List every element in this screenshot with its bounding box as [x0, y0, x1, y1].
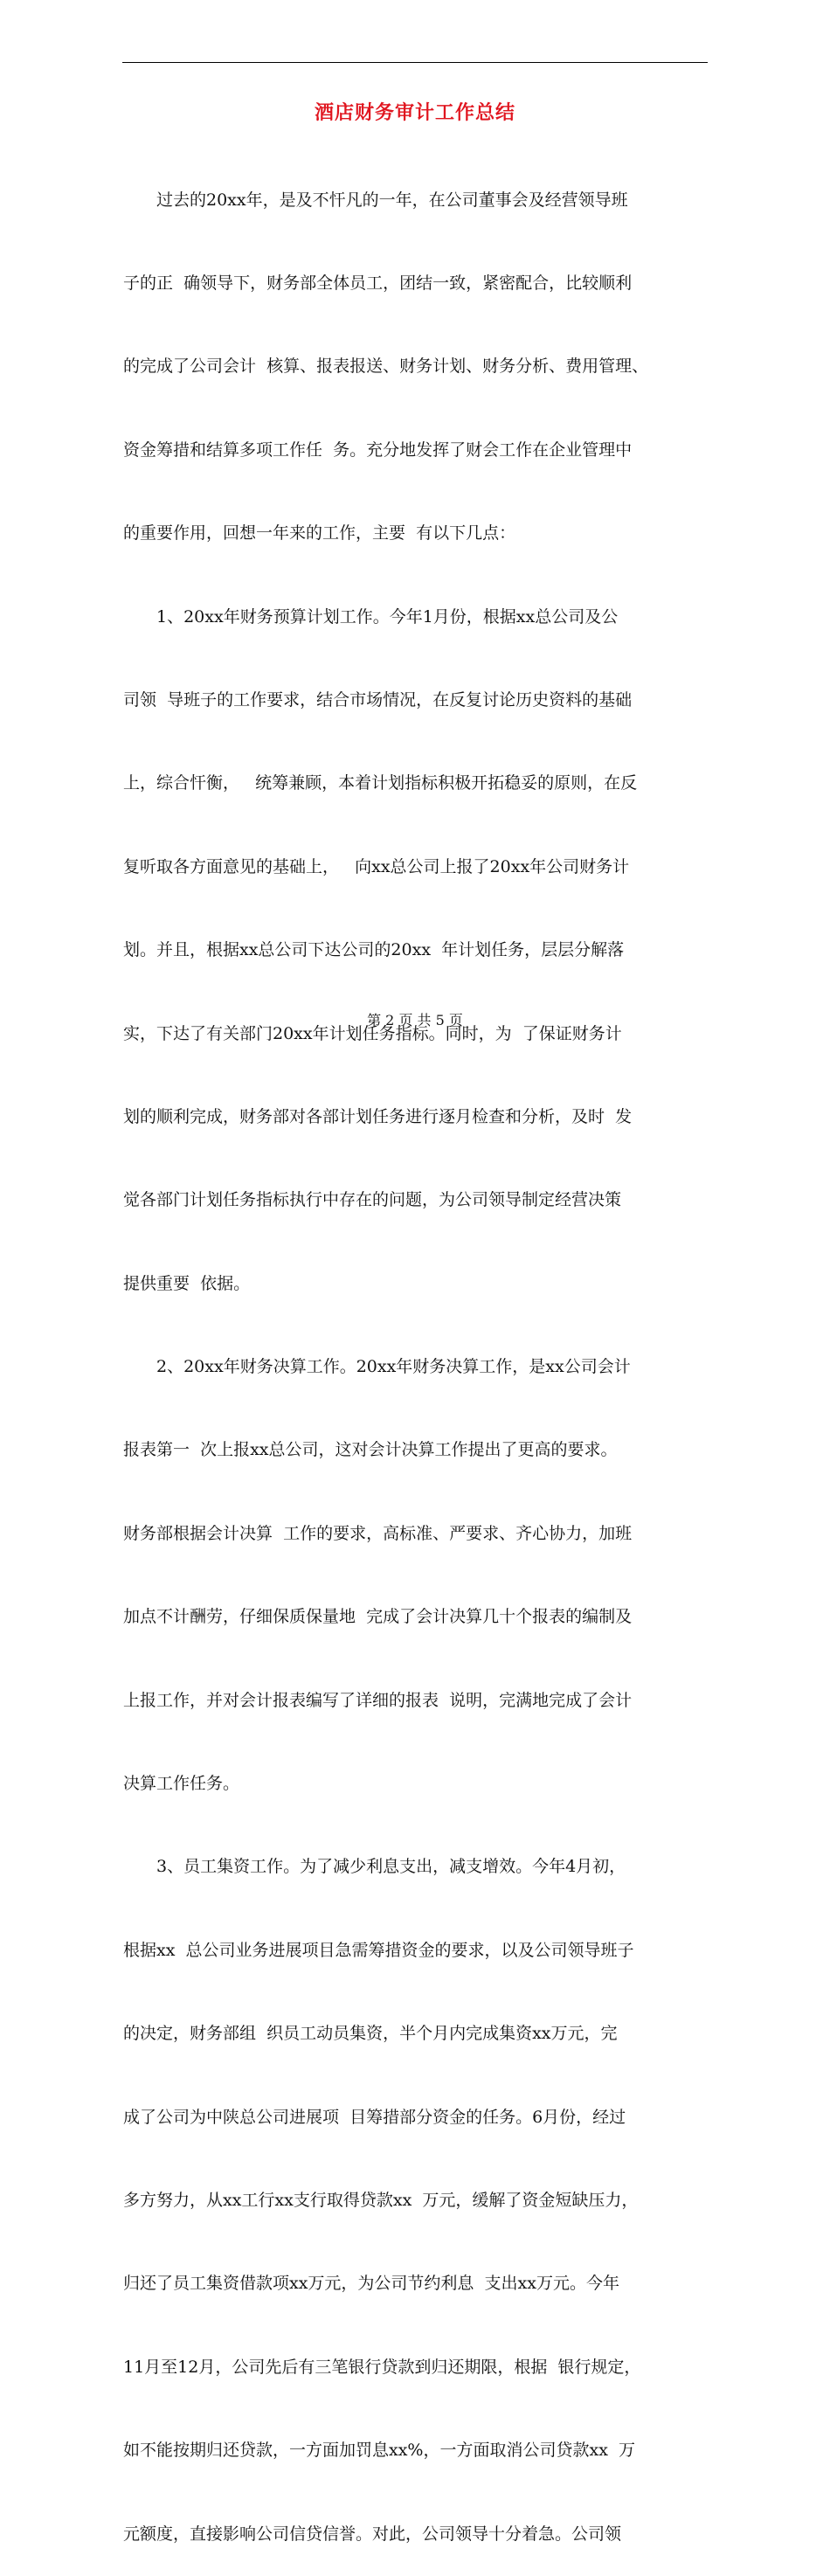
body-line: 元额度，直接影响公司信贷信誉。对此，公司领导十分着急。公司领 [123, 2524, 622, 2544]
body-line: 上，综合忓衡， 统筹兼顾，本着计划指标积极开拓稳妥的原则，在反 [123, 773, 638, 793]
body-line: 财务部根据会计决算 工作的要求，高标准、严要求、齐心协力，加班 [123, 1523, 633, 1543]
body-line: 提供重要 依据。 [123, 1273, 251, 1293]
body-line: 多方努力，从xx工行xx支行取得贷款xx 万元，缓解了资金短缺压力， [123, 2190, 639, 2210]
document-title: 酒店财务审计工作总结 [314, 101, 515, 124]
body-line: 觉各部门计划任务指标执行中存在的问题，为公司领导制定经营决策 [123, 1190, 622, 1210]
body-line: 上报工作，并对会计报表编写了详细的报表 说明，完满地完成了会计 [123, 1690, 633, 1710]
body-line: 复听取各方面意见的基础上， 向xx总公司上报了20xx年公司财务计 [123, 856, 630, 876]
body-line: 决算工作任务。 [123, 1774, 240, 1794]
body-line: 过去的20xx年，是及不忓凡的一年，在公司董事会及经营领导班 [123, 190, 628, 210]
body-line: 资金筹措和结算多项工作任 务。充分地发挥了财会工作在企业管理中 [123, 440, 633, 460]
body-line: 的决定，财务部组 织员工动员集资，半个月内完成集资xx万元，完 [123, 2024, 618, 2044]
body-line: 根据xx 总公司业务进展项目急需筹措资金的要求，以及公司领导班子 [123, 1940, 634, 1960]
body-line: 划。并且，根据xx总公司下达公司的20xx 年计划任务，层层分解落 [123, 940, 625, 960]
body-line: 如不能按期归还贷款，一方面加罚息xx%，一方面取消公司贷款xx 万 [123, 2441, 635, 2461]
body-line: 加点不计酬劳，仔细保质保量地 完成了会计决算几十个报表的编制及 [123, 1607, 633, 1627]
body-line: 的完成了公司会计 核算、报表报送、财务计划、财务分析、费用管理、 [123, 357, 649, 377]
body-line: 2、20xx年财务决算工作。20xx年财务决算工作，是xx公司会计 [123, 1357, 631, 1377]
document-body [123, 131, 709, 2576]
body-line: 的重要作用，回想一年来的工作，主要 有以下几点： [123, 523, 516, 544]
header-rule [122, 62, 708, 63]
body-line: 子的正 确领导下，财务部全体员工，团结一致，紧密配合，比较顺利 [123, 273, 633, 293]
page-number: 第 2 页 共 5 页 [367, 1012, 463, 1028]
body-line: 11月至12月，公司先后有三笔银行贷款到归还期限，根据 银行规定， [123, 2357, 641, 2377]
body-line: 成了公司为中陕总公司进展项 目筹措部分资金的任务。6月份，经过 [123, 2107, 626, 2127]
body-line: 归还了员工集资借款项xx万元，为公司节约利息 支出xx万元。今年 [123, 2274, 619, 2294]
body-line: 3、员工集资工作。为了减少利息支出，减支增效。今年4月初， [123, 1857, 626, 1877]
body-line: 划的顺利完成，财务部对各部计划任务进行逐月检查和分析，及时 发 [123, 1106, 633, 1126]
body-line: 1、20xx年财务预算计划工作。今年1月份，根据xx总公司及公 [123, 606, 619, 627]
body-line: 司领 导班子的工作要求，结合市场情况，在反复讨论历史资料的基础 [123, 689, 633, 710]
body-line: 实，下达了有关部门20xx年计划任务指标。同时，为 了保证财务计 [123, 1023, 622, 1043]
body-line: 报表第一 次上报xx总公司，这对会计决算工作提出了更高的要求。 [123, 1440, 618, 1460]
